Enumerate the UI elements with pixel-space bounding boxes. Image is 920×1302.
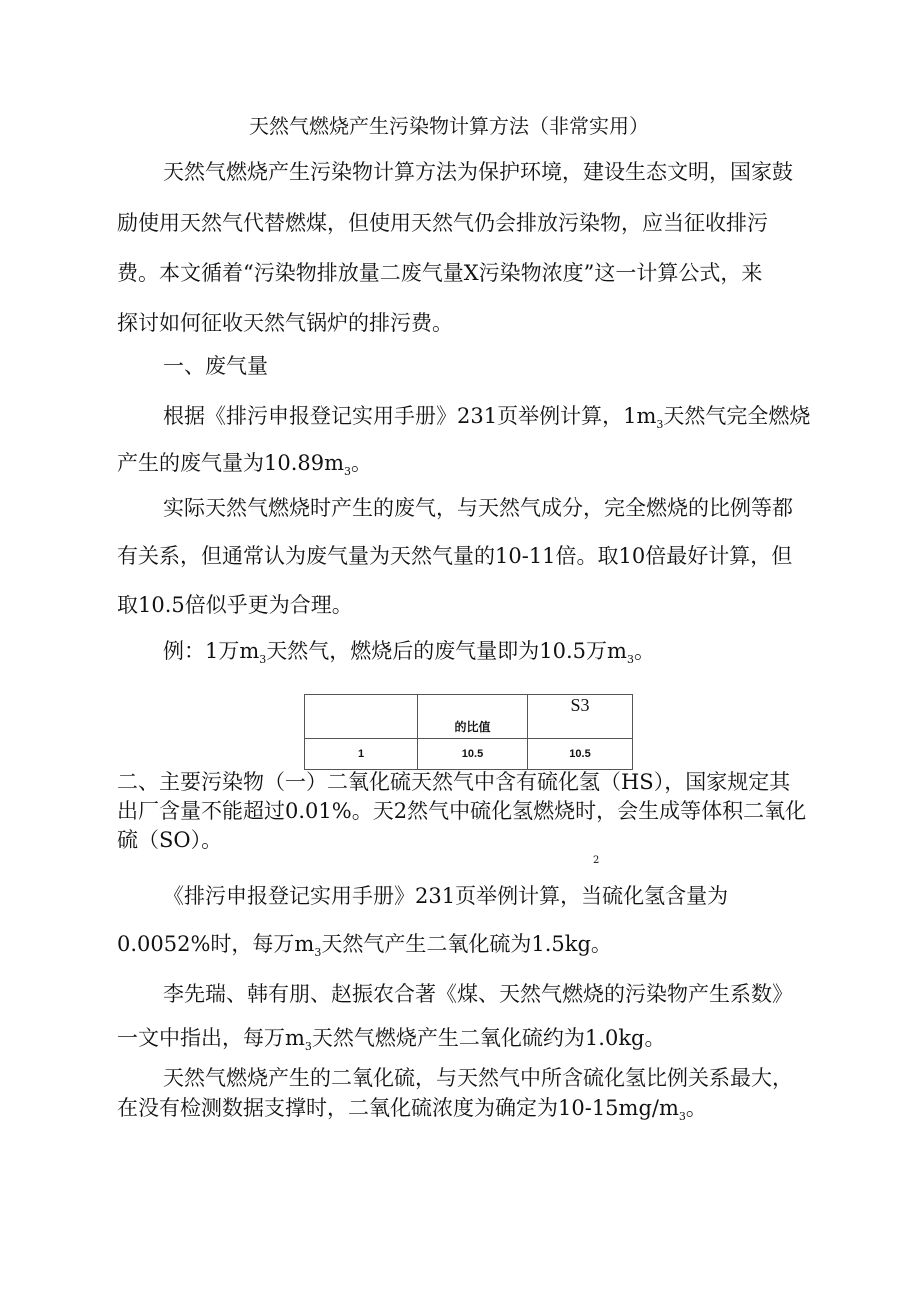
document-title: 天然气燃烧产生污染物计算方法（非常实用）: [249, 114, 649, 138]
table-header-row: [305, 695, 633, 739]
section1-para2-line3: 取10.5倍似乎更为合理。: [117, 593, 353, 617]
table-header-cell: [305, 695, 418, 739]
section1-para2-line2: 有关系，但通常认为废气量为天然气量的10-11倍。取10倍最好计算，但: [117, 544, 793, 568]
section1-para2-line1: 实际天然气燃烧时产生的废气，与天然气成分，完全燃烧的比例等都: [163, 496, 793, 520]
intro-line-1: 天然气燃烧产生污染物计算方法为保护环境，建设生态文明，国家鼓: [163, 160, 793, 184]
section2-line3: 硫（SO）。: [117, 828, 223, 852]
section2-para3-line1: 天然气燃烧产生的二氧化硫，与天然气中所含硫化氢比例关系最大，: [163, 1066, 793, 1090]
table-row: [305, 739, 633, 770]
section1-example: 例：1万$m_3$天然气，燃烧后的废气量即为10.5万$m_3$。: [163, 639, 655, 667]
section1-para1-line1: 根据《排污申报登记实用手册》231页举例计算，$1m_3$天然气完全燃烧: [163, 404, 811, 432]
table-cell: 10.5: [528, 739, 633, 770]
section1-heading: 一、废气量: [163, 354, 268, 378]
intro-line-4: 探讨如何征收天然气锅炉的排污费。: [117, 311, 453, 335]
section2-para1-line1: 《排污申报登记实用手册》231页举例计算，当硫化氢含量为: [163, 884, 729, 908]
section2-para1-line2: 0.0052%时，每万$m_3$天然气产生二氧化硫为1.5kg。: [117, 932, 612, 960]
table-header-cell: S3: [528, 695, 633, 739]
section2-para2-line1: 李先瑞、韩有朋、赵振农合著《煤、天然气燃烧的污染物产生系数》: [163, 982, 793, 1006]
table-cell: 1: [305, 739, 418, 770]
intro-line-3: 费。本文循着“污染物排放量二废气量X污染物浓度”这一计算公式，来: [117, 261, 763, 285]
intro-line-2: 励使用天然气代替燃煤，但使用天然气仍会排放污染物，应当征收排污: [117, 211, 768, 235]
section2-line2: 出厂含量不能超过0.01%。天2然气中硫化氢燃烧时，会生成等体积二氧化: [117, 799, 807, 823]
section2-para2-line2: 一文中指出，每万$m_3$天然气燃烧产生二氧化硫约为1.0kg。: [117, 1026, 666, 1054]
table-header-cell: 的比值: [418, 695, 528, 739]
table-cell: 10.5: [418, 739, 528, 770]
footnote-marker: 2: [593, 855, 600, 866]
ratio-table: [304, 694, 633, 770]
section2-line1: 二、主要污染物（一）二氧化硫天然气中含有硫化氢（HS），国家规定其: [117, 770, 791, 794]
section2-para3-line2: 在没有检测数据支撑时，二氧化硫浓度为确定为$10-15mg/m_3$。: [117, 1096, 707, 1124]
section1-para1-line2: 产生的废气量为$10.89m_3$。: [117, 451, 373, 479]
